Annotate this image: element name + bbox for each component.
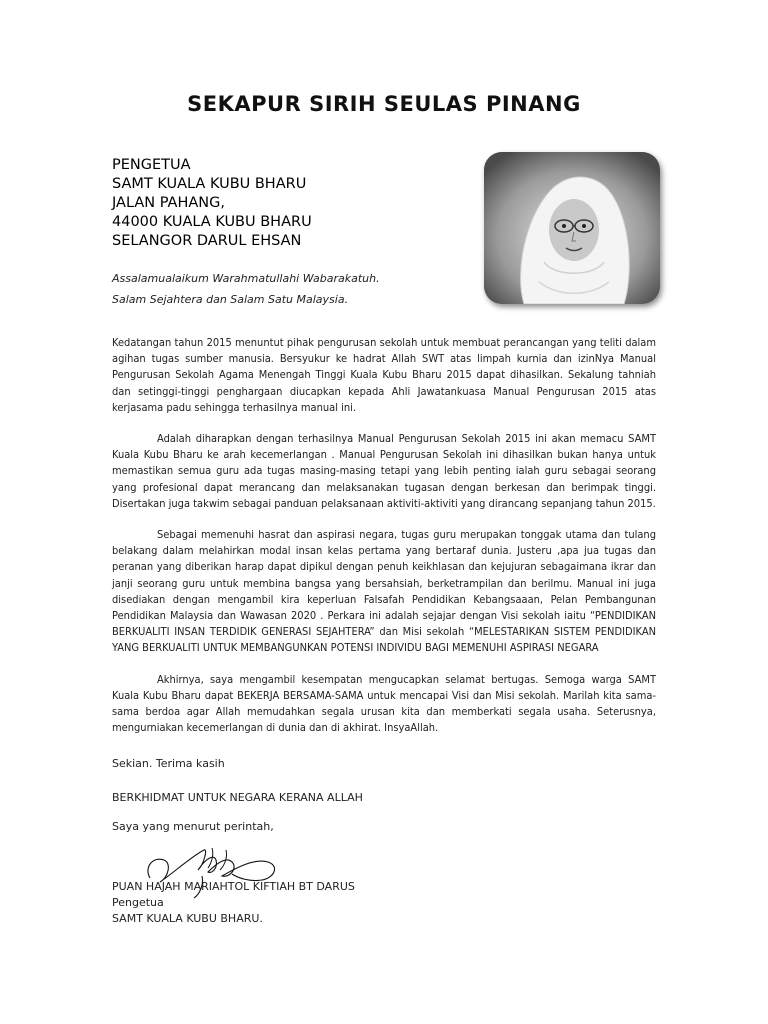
- address-line: SAMT KUALA KUBU BHARU: [112, 176, 307, 192]
- page-title: SEKAPUR SIRIH SEULAS PINANG: [187, 92, 581, 116]
- address-line: SELANGOR DARUL EHSAN: [112, 233, 302, 249]
- paragraph: Sebagai memenuhi hasrat dan aspirasi negara, tugas guru merupakan tonggak utama dan tulang belakang dalam melahirkan modal insan kelas pertama yang bertaraf dunia. Justeru ,apa jua tugas dan peranan yang diberikan harap dapat dipikul dengan penuh keikhlasan dan kejujuran sebagaimana ikrar dan janji seorang guru untuk membina bangsa yang bersahsiah, berketrampilan dan berilmu. Manual ini juga disediakan dengan mengambil kira keperluan Falsafah Pendidikan Kebangsaaan, Pelan Pembangunan Pendidikan Malaysia dan Wawasan 2020 . Perkara ini adalah sejajar dengan Visi sekolah iaitu “PENDIDIKAN BERKUALITI INSAN TERDIDIK GENERASI SEJAHTERA” dan Misi sekolah “MELESTARIKAN SISTEM PENDIDIKAN YANG BERKUALITI UNTUK MEMBANGUNKAN POTENSI INDIVIDU BAGI MEMENUHI ASPIRASI NEGARA: [112, 528, 656, 655]
- closing-thanks: Sekian. Terima kasih: [112, 757, 225, 770]
- address-line: JALAN PAHANG,: [112, 195, 225, 211]
- greeting-line: Salam Sejahtera dan Salam Satu Malaysia.: [112, 293, 349, 306]
- closing-sincerely: Saya yang menurut perintah,: [112, 820, 274, 833]
- greeting: [112, 268, 380, 310]
- paragraph: Kedatangan tahun 2015 menuntut pihak pengurusan sekolah untuk membuat perancangan yang teliti dalam agihan tugas sumber manusia. Bersyukur ke hadrat Allah SWT atas limpah kurnia dan izinNya Manual Pengurusan Sekolah Agama Menengah Tinggi Kuala Kubu Bharu 2015 dapat dihasilkan. Sekalung tahniah dan setinggi-tinggi penghargaan diucapkan kepada Ahli Jawatankuasa Manual Pengurusan 2015 atas kerjasama padu sehingga terhasilnya manual ini.: [112, 336, 656, 414]
- greeting-line: Assalamualaikum Warahmatullahi Wabarakatuh.: [112, 272, 380, 285]
- recipient-address: [112, 156, 312, 251]
- letter-body: [112, 335, 656, 751]
- address-line: PENGETUA: [112, 157, 191, 173]
- address-line: 44000 KUALA KUBU BHARU: [112, 214, 312, 230]
- signatory-school: SAMT KUALA KUBU BHARU.: [112, 912, 263, 925]
- signatory-position: Pengetua: [112, 896, 164, 909]
- closing-motto: BERKHIDMAT UNTUK NEGARA KERANA ALLAH: [112, 791, 363, 804]
- signature-icon: [142, 838, 292, 900]
- paragraph: Adalah diharapkan dengan terhasilnya Manual Pengurusan Sekolah 2015 ini akan memacu SAMT Kuala Kubu Bharu ke arah kecemerlangan . Manual Pengurusan Sekolah ini dihasilkan bukan hanya untuk memastikan semua guru ada tugas masing-masing tetapi yang lebih penting ialah guru sebagai seorang yang profesional dapat merancang dan melaksanakan tugasan dengan berkesan dan berimpak tinggi. Disertakan juga takwim sebagai panduan pelaksanaan aktiviti-aktiviti yang dirancang sepanjang tahun 2015.: [112, 432, 656, 510]
- principal-photo: [484, 152, 660, 304]
- signatory-name: PUAN HAJAH MARIAHTOL KIFTIAH BT DARUS: [112, 880, 355, 893]
- paragraph: Akhirnya, saya mengambil kesempatan mengucapkan selamat bertugas. Semoga warga SAMT Kuala Kubu Bharu dapat BEKERJA BERSAMA-SAMA untuk mencapai Visi dan Misi sekolah. Marilah kita sama-sama berdoa agar Allah memudahkan segala urusan kita dan memberkati segala usaha. Seterusnya, mengurniakan kecemerlangan di dunia dan di akhirat. InsyaAllah.: [112, 672, 656, 735]
- portrait-image: [484, 152, 660, 304]
